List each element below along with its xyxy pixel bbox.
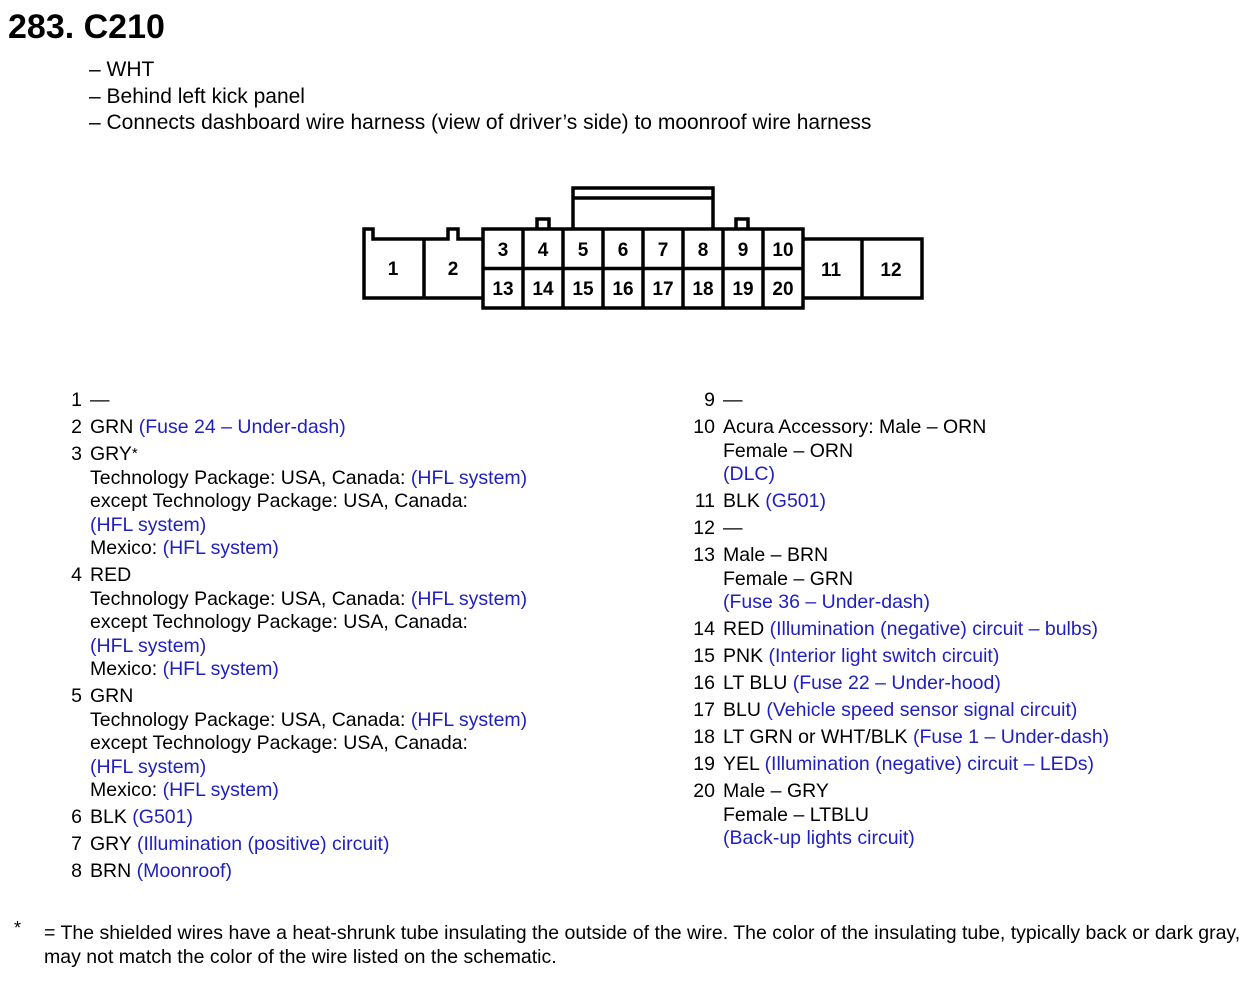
pin-detail [723, 440, 1109, 464]
footnote-marker: * [131, 445, 138, 462]
wire-text: Mexico: [90, 779, 163, 801]
pin-entry [71, 443, 528, 561]
circuit-reference: (HFL system) [162, 658, 279, 680]
pin-wire [723, 416, 1109, 440]
wire-text: PNK [723, 645, 769, 667]
wire-text: GRY [90, 443, 132, 465]
pin-label: 12 [880, 260, 902, 281]
wire-text: GRN [90, 685, 134, 707]
pin-wire [723, 517, 1109, 541]
pin-entry [693, 672, 1109, 696]
pin-number: 15 [693, 645, 715, 667]
pinout-list-right [693, 389, 1110, 854]
circuit-reference: (HFL system) [410, 587, 528, 610]
wire-text: RED [90, 564, 132, 586]
pin-wire [723, 726, 1109, 750]
pin-entry [71, 806, 527, 830]
pin-detail [90, 537, 527, 561]
footnote-symbol: * [14, 918, 22, 938]
pin-label: 11 [820, 260, 842, 281]
pin-detail [723, 463, 1109, 487]
pin-label: 2 [447, 259, 459, 280]
pin-number: 10 [693, 416, 715, 438]
wire-text: BLK [90, 806, 133, 828]
pin-entry [693, 780, 1109, 851]
pin-number: 16 [693, 672, 715, 694]
pin-wire [723, 699, 1109, 723]
pin-number: 1 [71, 389, 82, 411]
wire-text: Technology Package: USA, Canada: [90, 587, 411, 610]
detail-location: – Behind left kick panel [89, 84, 305, 108]
pin-detail [90, 611, 527, 635]
wire-text: except Technology Package: USA, Canada: [90, 611, 468, 633]
pin-number: 5 [71, 685, 82, 707]
pin-wire [723, 389, 1109, 413]
circuit-reference: (HFL system) [162, 779, 279, 801]
pin-number: 14 [693, 618, 715, 640]
wire-text: — [723, 517, 743, 539]
pin-entry [693, 726, 1110, 750]
wire-text: Male – GRY [723, 780, 829, 802]
connector-diagram [0, 0, 1254, 330]
pin-wire [723, 753, 1109, 777]
pin-number: 8 [71, 860, 82, 882]
pin-label: 18 [692, 279, 714, 300]
pin-label: 7 [657, 240, 669, 261]
pin-detail [723, 568, 1109, 592]
pin-detail [90, 709, 527, 733]
pin-number: 20 [693, 780, 715, 802]
detail-color: – WHT [89, 58, 155, 81]
pin-wire [90, 806, 527, 830]
pin-label: 16 [612, 279, 634, 300]
pin-label: 9 [737, 240, 749, 261]
pin-label: 5 [577, 240, 589, 261]
pin-number: 19 [693, 753, 715, 775]
pin-label: 8 [697, 240, 709, 261]
pin-label: 3 [497, 240, 509, 261]
pin-detail [90, 467, 527, 491]
circuit-reference: (Back-up lights circuit) [723, 827, 915, 849]
pin-wire [90, 564, 527, 588]
pin-label: 17 [652, 279, 674, 300]
pinout-list-left [71, 389, 528, 887]
pin-wire [723, 672, 1109, 696]
circuit-reference: (HFL system) [90, 755, 207, 778]
pin-wire [90, 416, 527, 440]
pin-entry [71, 685, 528, 803]
wire-text: Technology Package: USA, Canada: [90, 466, 411, 489]
pin-wire [90, 443, 527, 467]
pin-label: 19 [732, 279, 754, 300]
pin-detail [90, 514, 527, 538]
pin-number: 18 [693, 726, 715, 748]
wire-text: BLU [723, 699, 767, 721]
pin-wire [90, 833, 527, 857]
pin-label: 10 [772, 240, 794, 261]
pin-number: 6 [71, 806, 82, 828]
pin-wire [90, 860, 527, 884]
circuit-reference: (Moonroof) [136, 860, 232, 882]
pin-number: 12 [693, 517, 715, 539]
circuit-reference: (Vehicle speed sensor signal circuit) [766, 699, 1078, 721]
pin-entry [693, 618, 1109, 642]
wire-text: Female – ORN [723, 439, 854, 462]
pin-detail [90, 635, 527, 659]
wire-text: GRY [90, 833, 137, 855]
pin-entry [693, 645, 1109, 669]
pin-entry [694, 490, 1109, 514]
wire-text: — [90, 389, 110, 411]
wire-text: Female – LTBLU [723, 803, 869, 826]
pin-number: 9 [704, 389, 715, 411]
circuit-reference: (Interior light switch circuit) [768, 645, 1000, 667]
pin-number: 17 [693, 699, 715, 721]
pin-entry [71, 416, 527, 440]
pin-entry [71, 389, 527, 413]
pin-entry [71, 564, 528, 682]
wire-text: RED [723, 618, 770, 640]
wire-text: BRN [90, 860, 137, 882]
circuit-reference: (HFL system) [90, 513, 207, 536]
circuit-reference: (Fuse 36 – Under-dash) [723, 591, 931, 613]
circuit-reference: (G501) [132, 806, 193, 828]
pin-detail [90, 756, 527, 780]
pin-detail [723, 804, 1109, 828]
wire-text: LT BLU [723, 672, 793, 694]
wire-text: YEL [723, 753, 765, 775]
circuit-reference: (Illumination (positive) circuit) [136, 833, 390, 855]
pin-label: 15 [572, 279, 594, 300]
pin-number: 11 [694, 490, 715, 512]
pin-detail [90, 732, 527, 756]
wire-text: Male – BRN [723, 544, 829, 566]
pin-wire [723, 645, 1109, 669]
circuit-reference: (Fuse 24 – Under-dash) [138, 416, 346, 438]
wire-text: Technology Package: USA, Canada: [90, 708, 411, 731]
pin-number: 7 [71, 833, 82, 855]
wire-text: except Technology Package: USA, Canada: [90, 490, 468, 512]
footnote-text: = The shielded wires have a heat-shrunk tube insulating the outside of the wire. The color of the insulating tube, typically back or dark gray, may not match the color of the wire listed on the schematic. [44, 922, 1241, 968]
pin-label: 14 [532, 279, 554, 300]
wire-text: — [723, 389, 743, 411]
circuit-reference: (DLC) [723, 463, 775, 485]
pin-wire [723, 618, 1109, 642]
circuit-reference: (HFL system) [162, 537, 279, 559]
pin-entry [693, 544, 1109, 615]
connector-latch [573, 188, 713, 229]
wire-text: Female – GRN [723, 567, 854, 590]
circuit-reference: (Fuse 1 – Under-dash) [912, 726, 1110, 748]
pin-wire [90, 685, 527, 709]
wire-text: Mexico: [90, 537, 163, 559]
pin-detail [723, 827, 1109, 851]
page-title: 283. C210 [8, 8, 165, 46]
pin-wire [90, 389, 527, 413]
pin-entry [693, 753, 1109, 777]
circuit-reference: (G501) [765, 490, 826, 512]
wire-text: BLK [723, 490, 766, 512]
wire-text: GRN [90, 416, 139, 438]
wire-text: LT GRN or WHT/BLK [723, 726, 913, 748]
wire-text: Acura Accessory: Male – ORN [723, 416, 987, 438]
circuit-reference: (HFL system) [90, 634, 207, 657]
pin-detail [90, 658, 527, 682]
circuit-reference: (HFL system) [410, 466, 528, 489]
pin-label: 20 [772, 279, 794, 300]
pin-entry [71, 833, 527, 857]
circuit-reference: (Illumination (negative) circuit – bulbs) [769, 618, 1098, 640]
pin-number: 13 [693, 544, 715, 566]
wire-text: Mexico: [90, 658, 163, 680]
pin-number: 3 [71, 443, 82, 465]
detail-connection: – Connects dashboard wire harness (view of driver’s side) to moonroof wire harness [89, 111, 872, 134]
pin-label: 4 [537, 240, 549, 261]
pin-label: 6 [617, 240, 629, 261]
circuit-reference: (Illumination (negative) circuit – LEDs) [764, 753, 1095, 775]
circuit-reference: (Fuse 22 – Under-hood) [792, 672, 1001, 694]
pin-entry [71, 860, 527, 884]
pin-number: 2 [71, 416, 82, 438]
pin-entry [704, 389, 1109, 413]
pin-detail [90, 490, 527, 514]
wire-text: except Technology Package: USA, Canada: [90, 732, 468, 754]
pin-entry [693, 416, 1109, 487]
pin-wire [723, 490, 1109, 514]
pin-entry [693, 517, 1109, 541]
pin-label: 1 [387, 259, 399, 280]
pin-number: 4 [71, 564, 82, 586]
pin-detail [90, 779, 527, 803]
circuit-reference: (HFL system) [410, 708, 528, 731]
pin-detail [723, 591, 1109, 615]
pin-detail [90, 588, 527, 612]
pin-wire [723, 780, 1109, 804]
pin-entry [693, 699, 1109, 723]
pin-wire [723, 544, 1109, 568]
pin-label: 13 [492, 279, 514, 300]
